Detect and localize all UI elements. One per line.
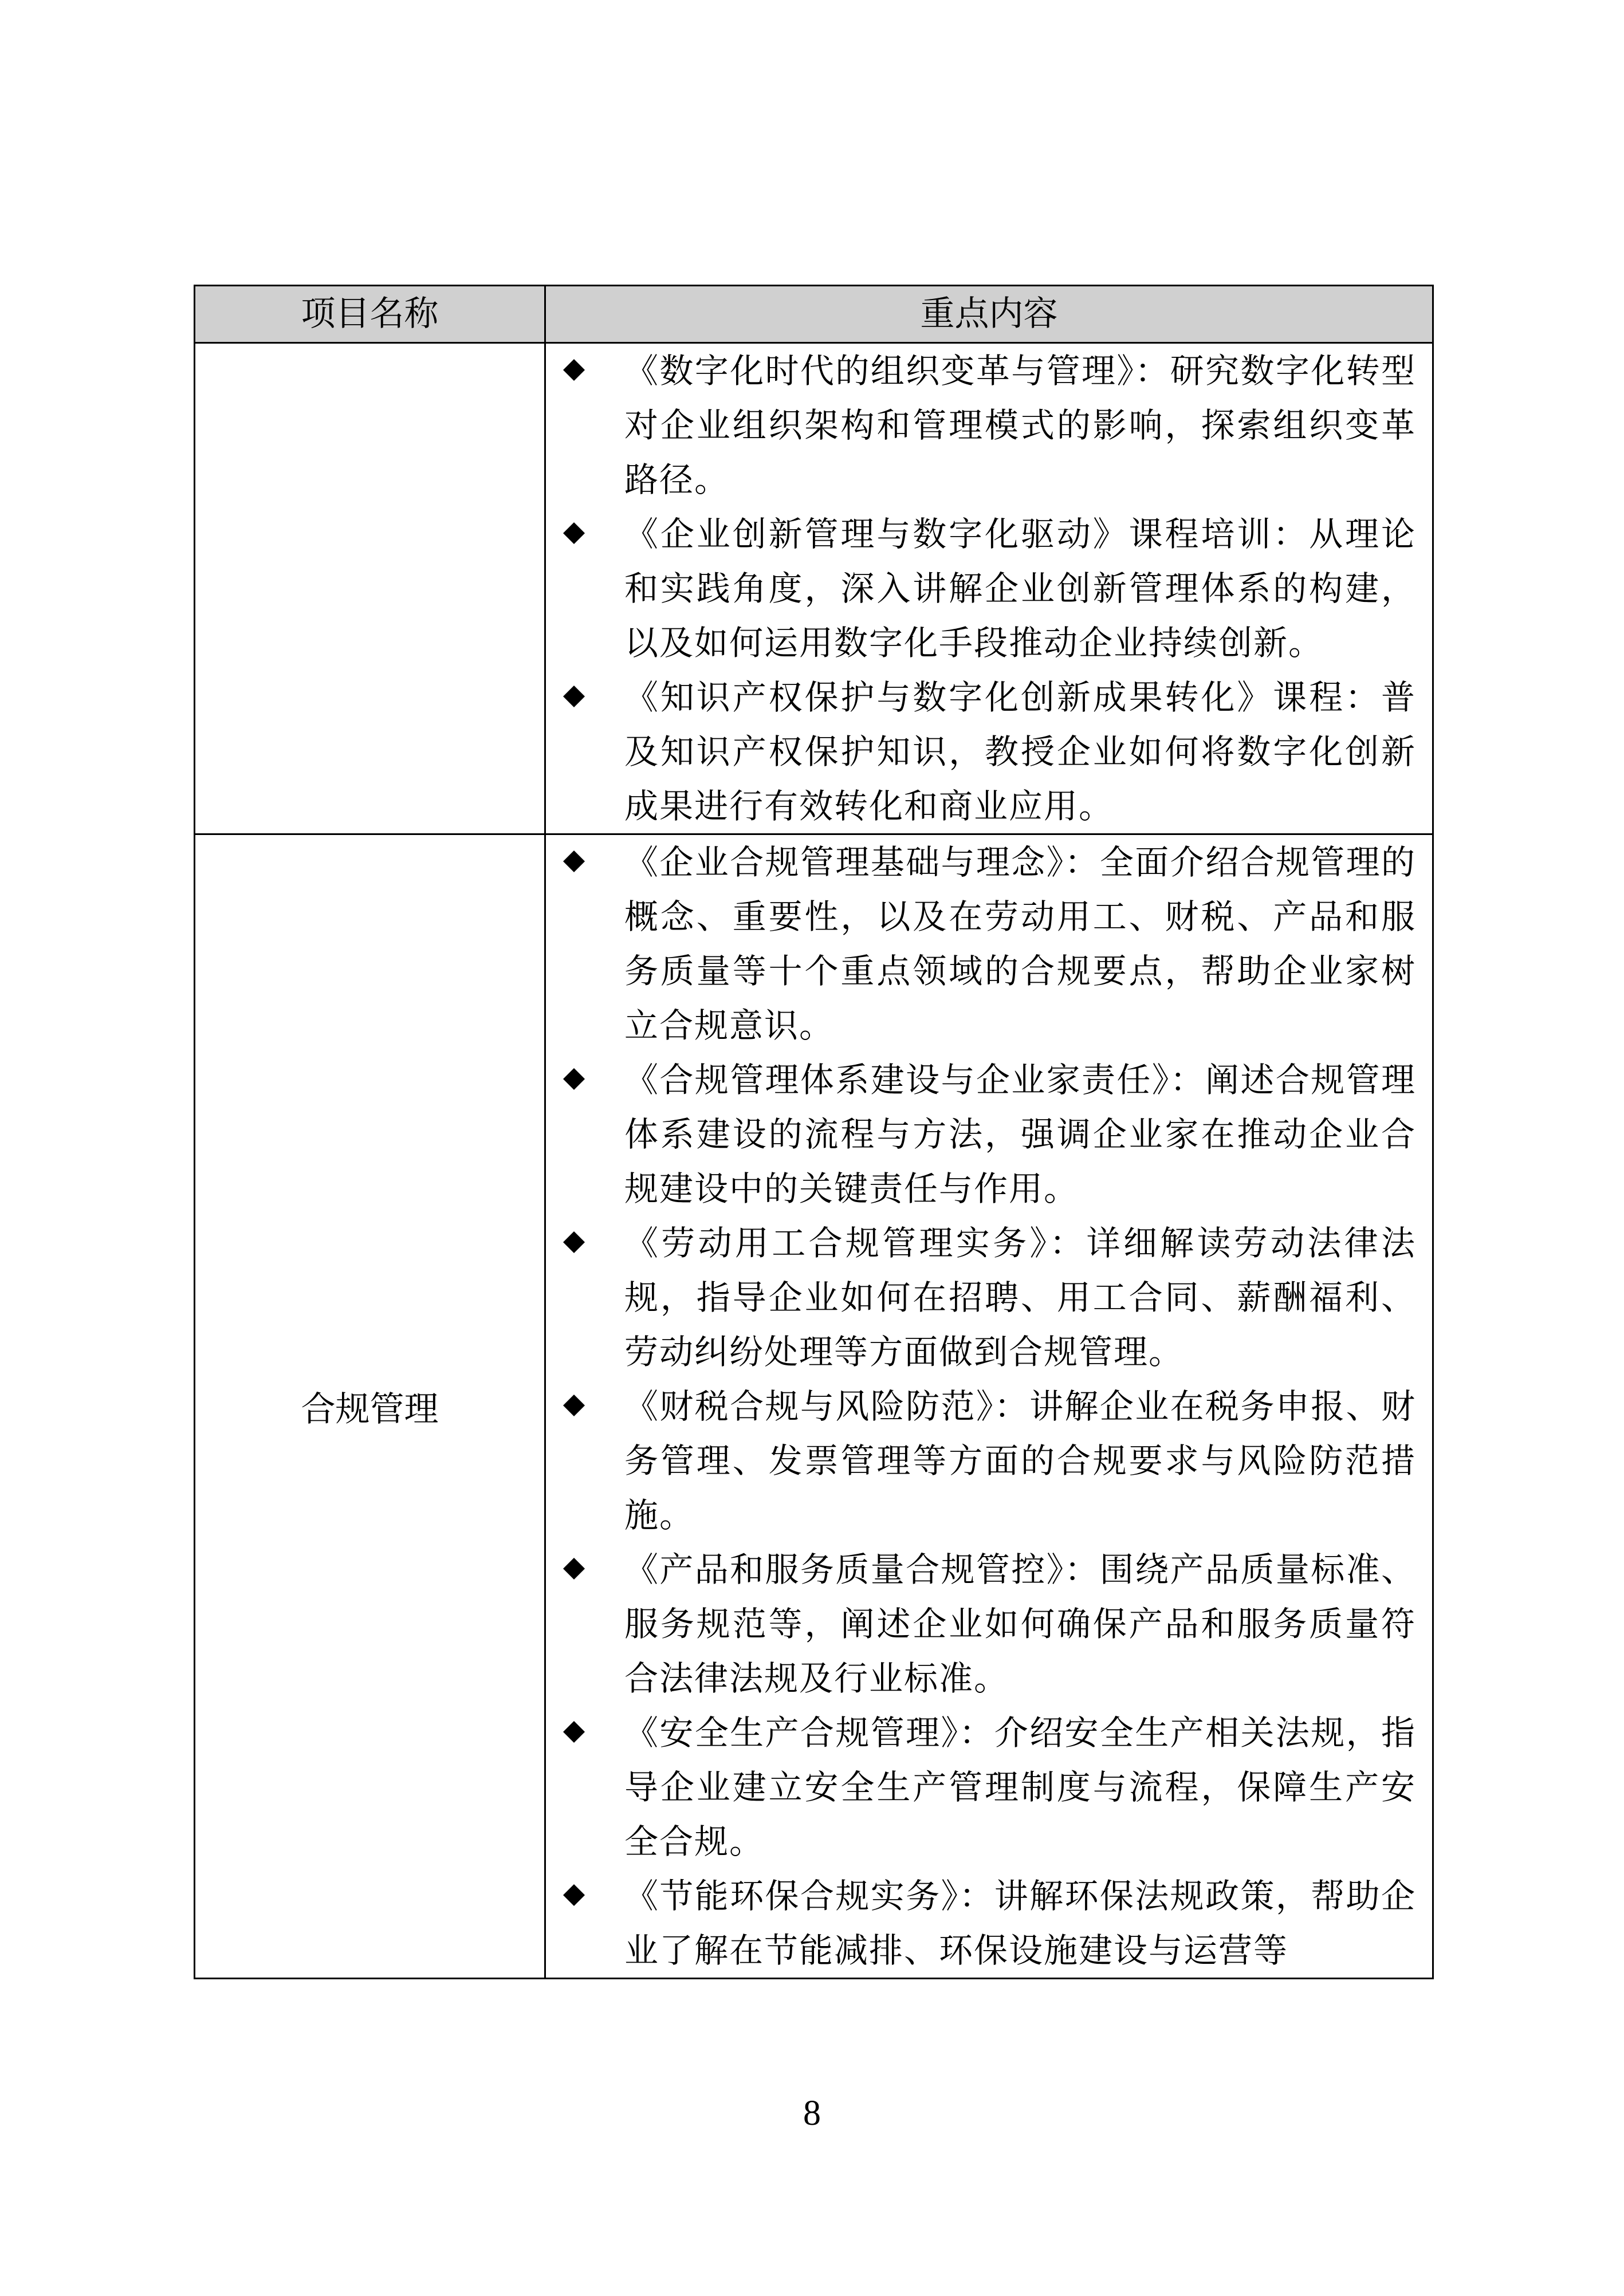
- list-item-text: 《企业合规管理基础与理念》：全面介绍合规管理的概念、重要性，以及在劳动用工、财税、产品和服务质量等十个重点领域的合规要点，帮助企业家树立合规意识。: [624, 842, 1416, 1045]
- page-number: 8: [803, 2094, 821, 2133]
- project-name-cell: [195, 343, 545, 834]
- list-item: [560, 1053, 1416, 1216]
- list-item: [560, 835, 1416, 1053]
- list-item-text: 《产品和服务质量合规管控》：围绕产品质量标准、服务规范等，阐述企业如何确保产品和服务质量符合法律法规及行业标准。: [624, 1550, 1416, 1698]
- black-diamond-icon: [563, 850, 585, 872]
- table-row: [195, 343, 1433, 834]
- table-row: [195, 834, 1433, 1979]
- black-diamond-icon: [563, 1231, 585, 1253]
- bullet-list: [560, 835, 1416, 1978]
- list-item: [560, 1542, 1416, 1706]
- list-item: [560, 1706, 1416, 1869]
- project-name-cell: 合规管理: [195, 834, 545, 1979]
- black-diamond-icon: [563, 522, 585, 544]
- black-diamond-icon: [563, 1558, 585, 1580]
- list-item-text: 《财税合规与风险防范》：讲解企业在税务申报、财务管理、发票管理等方面的合规要求与风险防范措施。: [624, 1387, 1416, 1535]
- list-item: [560, 1216, 1416, 1379]
- key-content-cell: [545, 343, 1433, 834]
- table-header-row: [195, 286, 1433, 343]
- list-item: [560, 507, 1416, 670]
- list-item: [560, 670, 1416, 833]
- list-item-text: 《安全生产合规管理》：介绍安全生产相关法规，指导企业建立安全生产管理制度与流程，保障生产安全合规。: [624, 1713, 1416, 1861]
- black-diamond-icon: [563, 1395, 585, 1416]
- list-item-text: 《节能环保合规实务》：讲解环保法规政策，帮助企业了解在节能减排、环保设施建设与运营等: [624, 1876, 1416, 1970]
- list-item-text: 《企业创新管理与数字化驱动》课程培训：从理论和实践角度，深入讲解企业创新管理体系的构建，以及如何运用数字化手段推动企业持续创新。: [624, 514, 1416, 663]
- content-table: [194, 285, 1434, 1979]
- black-diamond-icon: [563, 1721, 585, 1743]
- list-item: [560, 1869, 1416, 1978]
- header-key-content: 重点内容: [545, 286, 1433, 343]
- bullet-list: [560, 344, 1416, 833]
- black-diamond-icon: [563, 359, 585, 381]
- black-diamond-icon: [563, 1068, 585, 1090]
- list-item-text: 《劳动用工合规管理实务》：详细解读劳动法律法规，指导企业如何在招聘、用工合同、薪酬福利、劳动纠纷处理等方面做到合规管理。: [624, 1223, 1416, 1372]
- list-item-text: 《知识产权保护与数字化创新成果转化》课程：普及知识产权保护知识，教授企业如何将数字化创新成果进行有效转化和商业应用。: [624, 678, 1416, 826]
- key-content-cell: [545, 834, 1433, 1979]
- black-diamond-icon: [563, 1884, 585, 1906]
- black-diamond-icon: [563, 686, 585, 707]
- list-item: [560, 1379, 1416, 1542]
- header-project-name: 项目名称: [195, 286, 545, 343]
- list-item: [560, 344, 1416, 507]
- list-item-text: 《合规管理体系建设与企业家责任》：阐述合规管理体系建设的流程与方法，强调企业家在推动企业合规建设中的关键责任与作用。: [624, 1060, 1416, 1208]
- list-item-text: 《数字化时代的组织变革与管理》：研究数字化转型对企业组织架构和管理模式的影响，探索组织变革路径。: [624, 351, 1416, 499]
